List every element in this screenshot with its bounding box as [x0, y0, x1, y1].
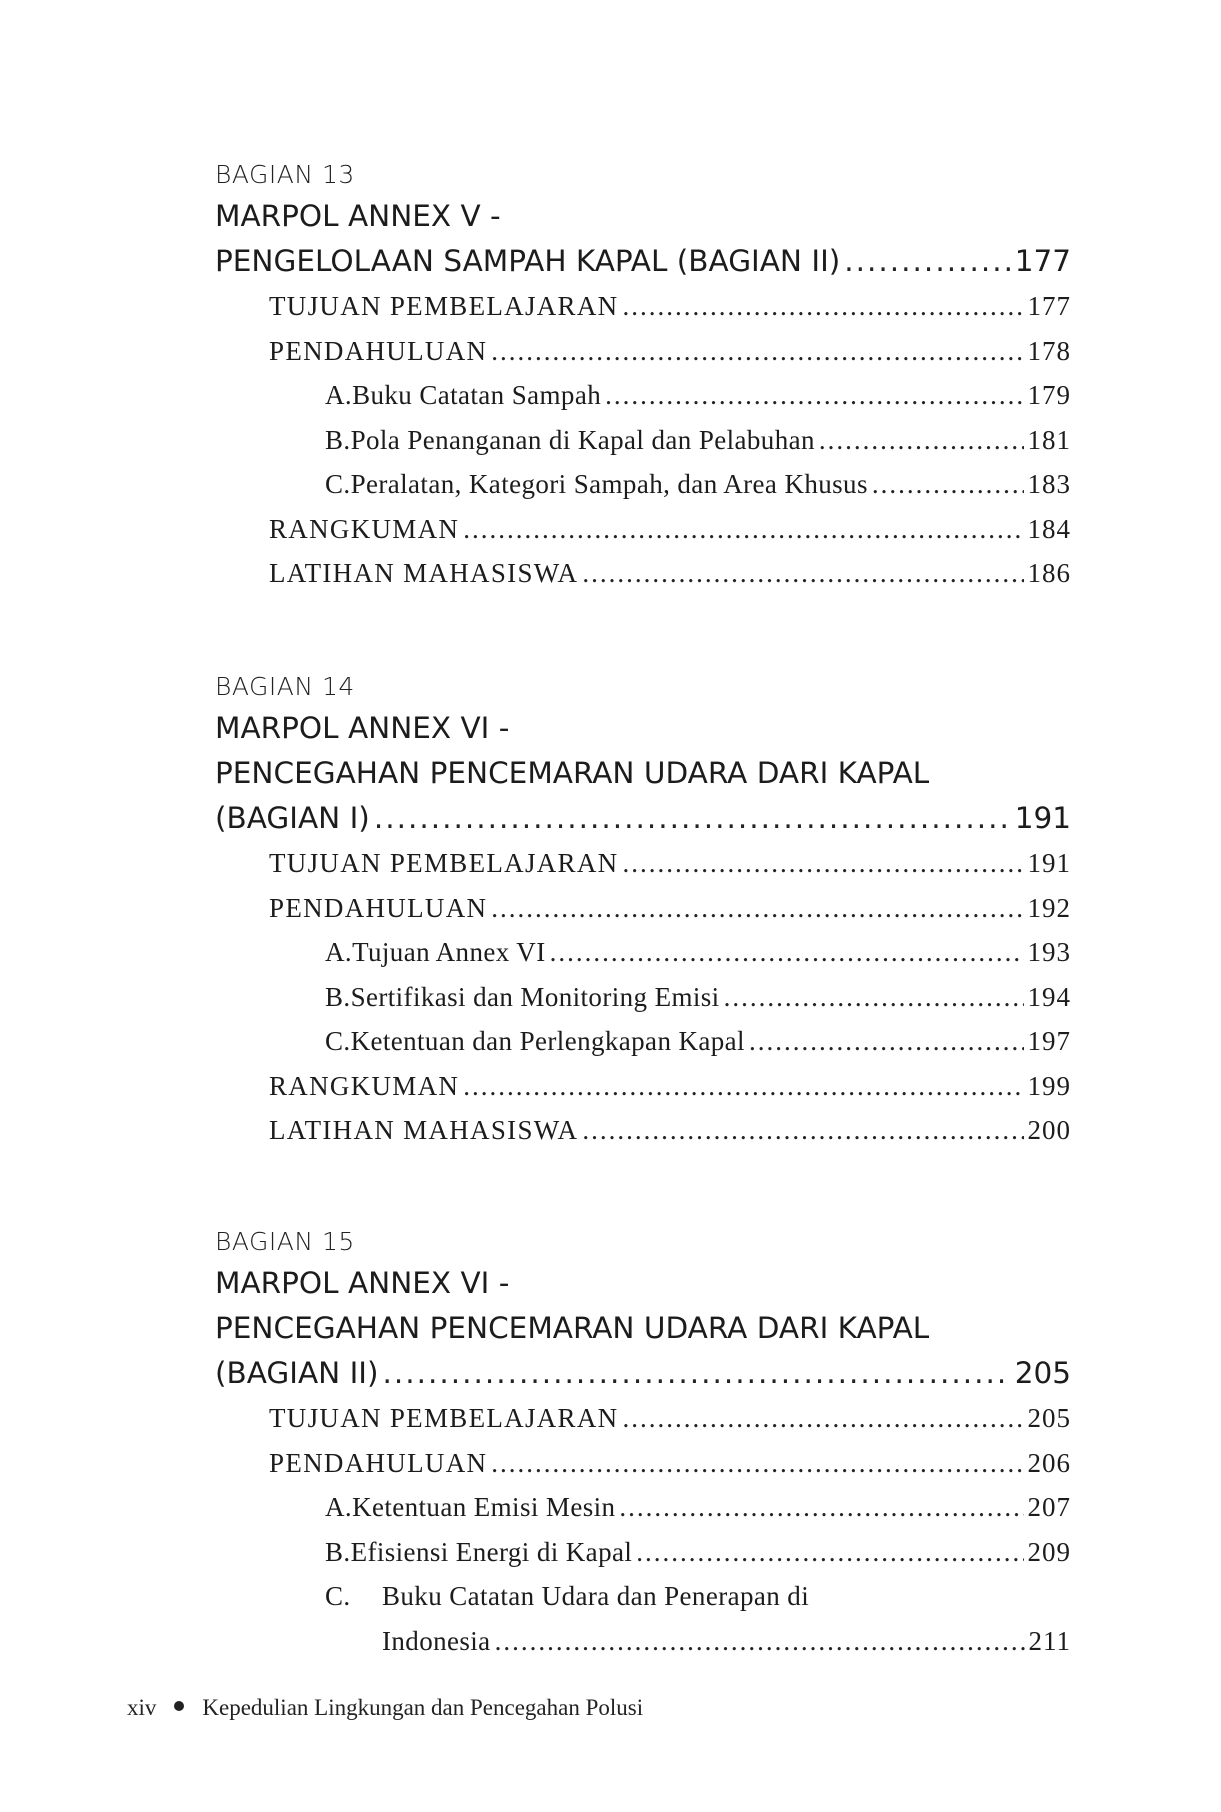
entry-text: TUJUAN PEMBELAJARAN — [269, 1403, 619, 1433]
chapter-15 — [215, 1223, 1071, 1663]
page-number: 181 — [1027, 424, 1071, 455]
entry-text: TUJUAN PEMBELAJARAN — [269, 291, 619, 321]
chapter-title-line: MARPOL ANNEX V - — [215, 199, 501, 233]
entry-text: PENDAHULUAN — [269, 335, 488, 366]
entry-text: Sertifikasi dan Monitoring Emisi — [350, 981, 720, 1012]
toc-entry[interactable] — [215, 841, 1071, 886]
leader-dots — [622, 841, 1023, 886]
page-footer — [127, 1695, 643, 1721]
entry-text: PENDAHULUAN — [269, 892, 488, 923]
toc-entry[interactable] — [215, 886, 1071, 931]
entry-text: RANGKUMAN — [269, 513, 460, 544]
toc-subentry[interactable] — [215, 1485, 1071, 1530]
toc-subentry[interactable] — [215, 975, 1071, 1020]
toc-entry[interactable] — [215, 1441, 1071, 1486]
leader-dots — [749, 1019, 1024, 1064]
page-number: 177 — [1027, 291, 1071, 321]
entry-text: PENDAHULUAN — [269, 1447, 488, 1478]
entry-text: Ketentuan dan Perlengkapan Kapal — [350, 1026, 745, 1056]
entry-letter: A. — [325, 380, 353, 410]
bullet-icon — [174, 1701, 184, 1711]
entry-text: LATIHAN MAHASISWA — [269, 558, 579, 588]
entry-text: RANGKUMAN — [269, 1070, 460, 1101]
toc-entry[interactable] — [215, 284, 1071, 329]
leader-dots — [619, 1485, 1023, 1530]
entry-text: Indonesia — [382, 1625, 491, 1656]
chapter-title-line: MARPOL ANNEX VI - — [215, 711, 510, 745]
page-number: 184 — [1027, 513, 1071, 544]
toc-entry[interactable] — [215, 1108, 1071, 1153]
chapter-title-entry[interactable] — [215, 239, 1071, 284]
leader-dots — [374, 796, 1011, 841]
toc-subentry[interactable] — [215, 373, 1071, 418]
page-number: 199 — [1027, 1070, 1071, 1101]
page-number: 194 — [1027, 981, 1071, 1012]
page-number: 193 — [1027, 937, 1071, 967]
leader-dots — [463, 1064, 1023, 1109]
leader-dots — [622, 284, 1023, 329]
page-number: 179 — [1027, 380, 1071, 410]
entry-letter: A. — [325, 937, 353, 967]
page-number: 209 — [1027, 1536, 1071, 1567]
entry-letter: C. — [325, 1581, 351, 1611]
entry-letter: C. — [325, 469, 351, 499]
page-number: 191 — [1027, 848, 1071, 878]
leader-dots — [605, 373, 1023, 418]
page-number: 191 — [1014, 801, 1071, 835]
chapter-title-line: PENCEGAHAN PENCEMARAN UDARA DARI KAPAL — [215, 1311, 930, 1345]
page-number: 205 — [1014, 1356, 1071, 1390]
toc-entry[interactable] — [215, 329, 1071, 374]
toc-entry[interactable] — [215, 507, 1071, 552]
toc-subentry[interactable] — [215, 1019, 1071, 1064]
leader-dots — [636, 1530, 1023, 1575]
page-number: 177 — [1014, 244, 1071, 278]
entry-text: Buku Catatan Udara dan Penerapan di — [382, 1581, 810, 1611]
entry-text: Tujuan Annex VI — [352, 937, 546, 967]
entry-text: Peralatan, Kategori Sampah, dan Area Khusus — [350, 469, 868, 499]
leader-dots — [622, 1396, 1023, 1441]
chapter-title-text: (BAGIAN II) — [215, 1356, 379, 1390]
entry-text: TUJUAN PEMBELAJARAN — [269, 848, 619, 878]
page-number: 205 — [1027, 1403, 1071, 1433]
leader-dots — [819, 418, 1024, 463]
leader-dots — [491, 886, 1023, 931]
page-number: 207 — [1027, 1492, 1071, 1522]
leader-dots — [495, 1619, 1025, 1664]
entry-text: Buku Catatan Sampah — [352, 380, 602, 410]
toc-subentry[interactable] — [215, 1574, 1071, 1619]
chapter-title-text: PENGELOLAAN SAMPAH KAPAL (BAGIAN II) — [215, 244, 841, 278]
entry-letter: A. — [325, 1492, 353, 1522]
page-number: 200 — [1027, 1115, 1071, 1145]
chapter-title-text: (BAGIAN I) — [215, 801, 370, 835]
entry-letter: C. — [325, 1026, 351, 1056]
chapter-14 — [215, 668, 1071, 1153]
entry-letter: B. — [325, 424, 351, 455]
leader-dots — [844, 239, 1010, 284]
leader-dots — [550, 930, 1024, 975]
chapter-title-entry[interactable] — [215, 796, 1071, 841]
entry-letter: B. — [325, 981, 351, 1012]
chapter-label: BAGIAN 14 — [215, 672, 355, 701]
footer-book-title: Kepedulian Lingkungan dan Pencegahan Polusi — [202, 1695, 644, 1720]
toc-subentry[interactable] — [215, 930, 1071, 975]
entry-text: LATIHAN MAHASISWA — [269, 1115, 579, 1145]
chapter-title-entry[interactable] — [215, 1351, 1071, 1396]
leader-dots — [491, 329, 1023, 374]
toc-subentry[interactable] — [215, 462, 1071, 507]
toc-subentry-continuation[interactable] — [215, 1619, 1071, 1664]
chapter-title-line: MARPOL ANNEX VI - — [215, 1266, 510, 1300]
leader-dots — [463, 507, 1023, 552]
page-number: 186 — [1027, 558, 1071, 588]
page-number: 183 — [1027, 469, 1071, 499]
page-number: 197 — [1027, 1026, 1071, 1056]
chapter-title-line: PENCEGAHAN PENCEMARAN UDARA DARI KAPAL — [215, 756, 930, 790]
toc-subentry[interactable] — [215, 1530, 1071, 1575]
page-number: 206 — [1027, 1447, 1071, 1478]
entry-text: Pola Penanganan di Kapal dan Pelabuhan — [350, 424, 815, 455]
page-number: 192 — [1027, 892, 1071, 923]
entry-text: Efisiensi Energi di Kapal — [350, 1536, 633, 1567]
footer-page-number: xiv — [127, 1695, 157, 1720]
toc-entry[interactable] — [215, 1064, 1071, 1109]
leader-dots — [724, 975, 1024, 1020]
leader-dots — [582, 551, 1023, 596]
page-number: 178 — [1027, 335, 1071, 366]
leader-dots — [491, 1441, 1023, 1486]
toc-subentry[interactable] — [215, 418, 1071, 463]
leader-dots — [383, 1351, 1011, 1396]
leader-dots — [582, 1108, 1023, 1153]
entry-text: Ketentuan Emisi Mesin — [352, 1492, 616, 1522]
entry-letter: B. — [325, 1536, 351, 1567]
leader-dots — [872, 462, 1024, 507]
toc-entry[interactable] — [215, 1396, 1071, 1441]
chapter-label: BAGIAN 13 — [215, 160, 355, 189]
page-number: 211 — [1028, 1625, 1071, 1656]
chapter-label: BAGIAN 15 — [215, 1227, 355, 1256]
toc-entry[interactable] — [215, 551, 1071, 596]
chapter-13 — [215, 156, 1071, 596]
